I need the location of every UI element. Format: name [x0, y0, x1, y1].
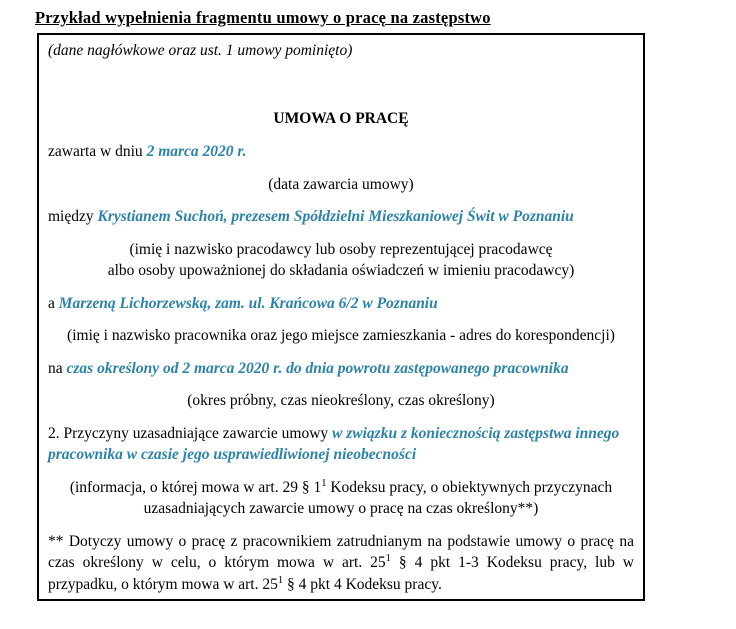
- footnote-part2: § 4 pkt 1-3 Kodeksu pracy, lub w przypadku, o którym mowa w art. 25: [48, 554, 634, 593]
- employer-caption: [48, 239, 634, 282]
- reason-line-value: w związku z koniecznością zastępstwa innego pracownika w czasie jego usprawiedliwionej nieobecności: [48, 424, 620, 463]
- duration-line-value: czas określony od 2 marca 2020 r. do dnia powrotu zastępowanego pracownika: [66, 359, 569, 377]
- date-line-prefix: zawarta w dniu: [48, 143, 147, 160]
- employee-line-value: Marzeną Lichorzewską, zam. ul. Krańcowa 6/2 w Poznaniu: [58, 294, 438, 312]
- contract-reason-line: [48, 423, 634, 466]
- reason-caption-part2: Kodeksu pracy, o obiektywnych przyczynach: [326, 478, 613, 496]
- contract-heading: UMOWA O PRACĘ: [273, 109, 409, 127]
- reason-caption-part1: (informacja, o której mowa w art. 29 § 1: [69, 478, 322, 496]
- footnote-superscript-1: 1: [385, 552, 391, 564]
- contract-duration-line: [48, 358, 634, 380]
- contract-employee-line: [48, 293, 634, 315]
- contract-employer-line: [48, 206, 634, 228]
- document-title: Przykład wypełnienia fragmentu umowy o pracę na zastępstwo: [35, 8, 491, 27]
- duration-line-prefix: na: [48, 359, 67, 377]
- employer-caption-line2: albo osoby upoważnionej do składania oświadczeń w imieniu pracodawcy): [107, 262, 575, 279]
- date-line-value: 2 marca 2020 r.: [146, 143, 247, 160]
- footnote-part1: ** Dotyczy umowy o pracę z pracownikiem zatrudnianym na podstawie umowy o pracę na czas określony w celu, o którym mowa w art. 25: [48, 532, 634, 571]
- reason-line-prefix: 2. Przyczyny uzasadniające zawarcie umowy: [48, 424, 333, 442]
- duration-caption: (okres próbny, czas nieokreślony, czas określony): [187, 392, 495, 409]
- reason-caption-line2: uzasadniających zawarcie umowy o pracę na czas określony**): [143, 500, 539, 517]
- contract-box: [37, 33, 645, 601]
- employer-caption-line1: (imię i nazwisko pracodawcy lub osoby reprezentującej pracodawcę: [129, 240, 553, 258]
- footnote-part3: § 4 pkt 4 Kodeksu pracy.: [283, 575, 442, 593]
- reason-caption-superscript: 1: [321, 477, 327, 489]
- date-caption: (data zawarcia umowy): [268, 175, 414, 193]
- employer-line-value: Krystianem Suchoń, prezesem Spółdzielni Mieszkaniowej Świt w Poznaniu: [97, 208, 574, 225]
- contract-date-line: [48, 141, 634, 163]
- employee-line-prefix: a: [48, 294, 59, 312]
- employee-caption: (imię i nazwisko pracownika oraz jego miejsce zamieszkania - adres do korespondencji): [67, 327, 615, 344]
- contract-footnote: [48, 531, 634, 596]
- employer-line-prefix: między: [48, 208, 98, 225]
- footnote-superscript-2: 1: [277, 574, 284, 586]
- omitted-header-note: (dane nagłówkowe oraz ust. 1 umowy pominięto): [48, 42, 353, 59]
- reason-caption: [48, 477, 634, 520]
